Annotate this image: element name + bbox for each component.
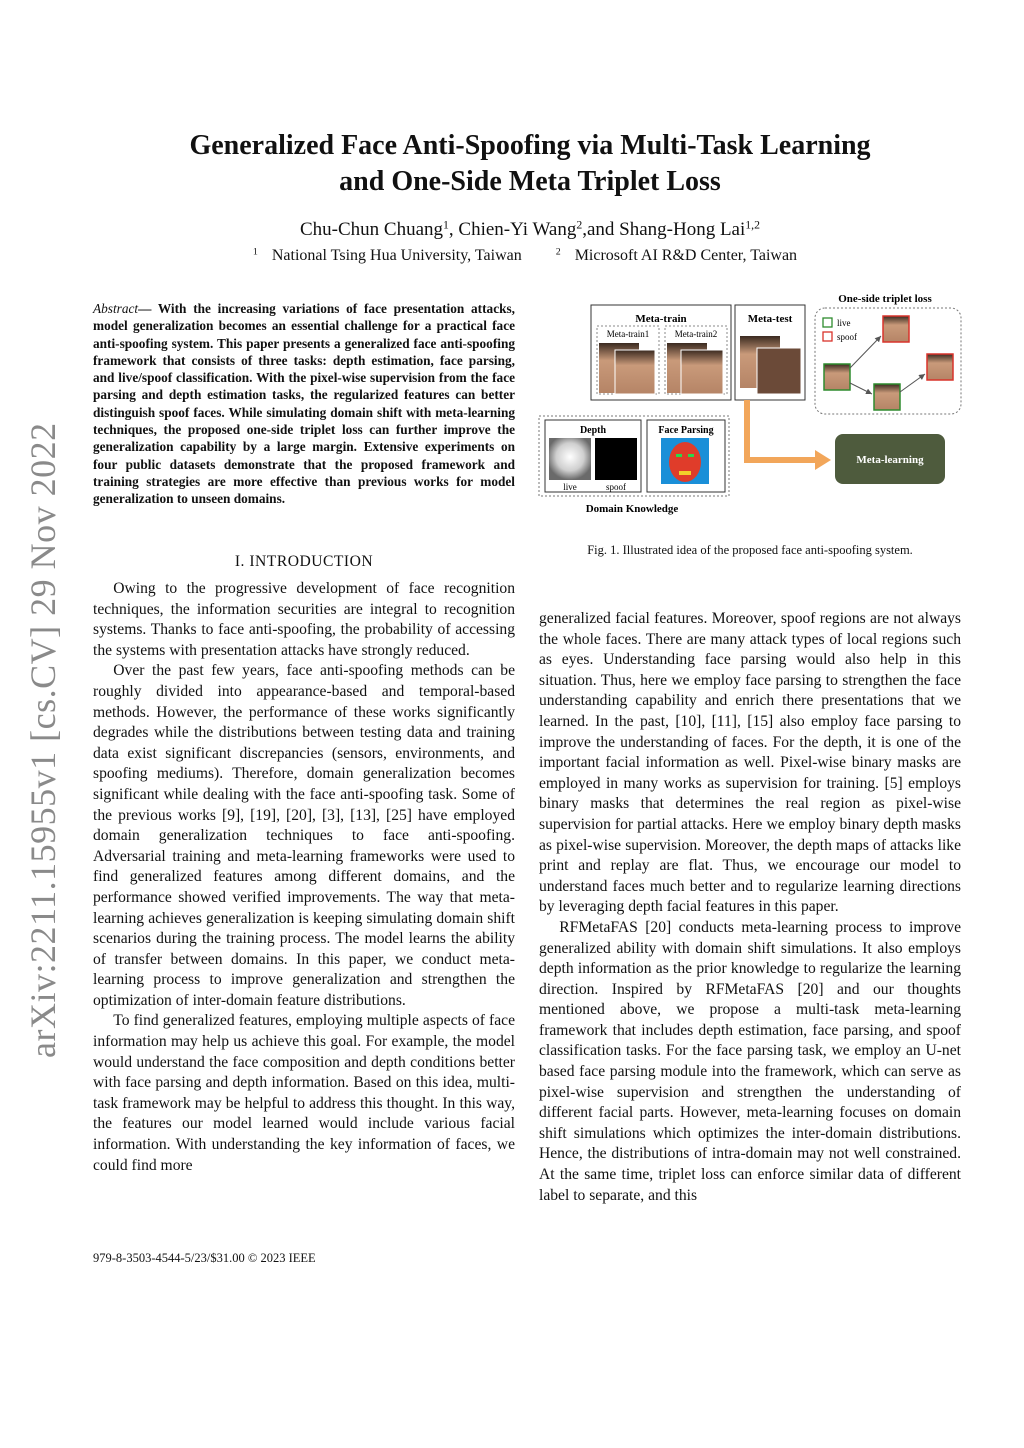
- legend-live-label: live: [837, 318, 851, 328]
- domain-knowledge-label: Domain Knowledge: [585, 503, 679, 515]
- right-column-body: [539, 609, 961, 1206]
- meta-train1-label: Meta-train1: [606, 329, 650, 339]
- depth-label: Depth: [579, 425, 607, 436]
- spoof-face: [927, 354, 953, 380]
- legend-spoof-swatch: [823, 332, 832, 341]
- depth-spoof-map: [595, 438, 637, 480]
- paragraph: To find generalized features, employing multiple aspects of face information may help us achieve this goal. For example, the model would understand the face composition and depth conditions better with face parsing and depth information. Based on this idea, multi-task framework may be helpful to address this thought. In this way, the features our model learned would include various facial information. With understanding the key information of faces, we could find more: [93, 1012, 515, 1174]
- figure-diagram: [535, 288, 965, 523]
- depth-live-label: live: [563, 482, 577, 492]
- abstract-text: With the increasing variations of face presentation attacks, model generalization becomes an essential challenge for a practical face anti-spoofing system. This paper presents a generalized face anti-spoofing framework that consists of three tasks: depth estimation, face parsing, and live/spoof classification. With the pixel-wise supervision from the face parsing and depth estimation tasks, the regularized features can better distinguish spoof faces. While simulating domain shift with meta-learning techniques, the proposed one-side triplet loss can further improve the generalization capability by a large margin. Extensive experiments on four public datasets demonstrate that the proposed framework and training strategies are more effective than previous works for model generalization to unseen domains.: [93, 301, 515, 507]
- meta-train2-label: Meta-train2: [674, 329, 718, 339]
- title-line-1: Generalized Face Anti-Spoofing via Multi-Task Learning: [189, 130, 871, 161]
- paragraph: RFMetaFAS [20] conducts meta-learning process to improve generalized ability with domain shift simulations. It also employs depth information as the prior knowledge to regularize the learning direction. Inspired by RFMetaFAS [20] and our thoughts mentioned above, we propose a multi-task meta-learning framework that includes depth estimation, face parsing, and spoof classification tasks. For the face parsing task, we employ an U-net based face parsing module into the framework, which can serve as pixel-wise supervision and strengthen the understanding of different facial parts. However, meta-learning focuses on domain shift simulations which optimizes the inter-domain distributions. Hence, the distributions of intra-domain may not well constrained. At the same time, triplet loss can enforce similar data of different label to separate, and this: [539, 918, 961, 1204]
- depth-spoof-label: spoof: [606, 482, 626, 492]
- left-column-body: [93, 579, 515, 1176]
- face-image: [757, 348, 801, 394]
- triplet-title: One-side triplet loss: [838, 293, 932, 305]
- copyright-footer: 979-8-3503-4544-5/23/$31.00 © 2023 IEEE: [93, 1251, 316, 1265]
- figure-1: [535, 288, 965, 523]
- abstract-dash: —: [138, 301, 158, 316]
- author-affil-mark: 1: [443, 218, 449, 232]
- author-affil-mark: 2: [576, 218, 583, 232]
- author-list: [100, 218, 960, 242]
- affil-name: National Tsing Hua University, Taiwan: [271, 247, 522, 264]
- meta-train-label: Meta-train: [635, 313, 687, 325]
- author-affil-mark: 1,2: [745, 218, 760, 232]
- meta-test-label: Meta-test: [747, 313, 793, 325]
- author-name: Shang-Hong Lai: [619, 219, 746, 240]
- orange-arrow: [747, 400, 817, 460]
- affil-mark: 1: [252, 246, 258, 258]
- live-face: [874, 384, 900, 410]
- face-image: [615, 350, 655, 394]
- meta-learning-label: Meta-learning: [856, 454, 924, 466]
- paragraph: Over the past few years, face anti-spoofing methods can be roughly divided into appearance-based and temporal-based methods. However, the performance of these works significantly degrades while the distributions between testing data and training data exist significant discrepancies (sensors, environments, and spoofing mediums). Therefore, domain generalization becomes significant while dealing with the face anti-spoofing task. Some of the previous works [9], [19], [20], [3], [13], [25] have employed domain generalization techniques to face anti-spoofing. Adversarial training and meta-learning frameworks were used to find generalized features among different domains, and the performance showed verified improvements. The way that meta-learning achieves generalization is keeping simulating domain shift scenarios during the training process. The model learns the ability of transfer between domains. In this paper, we conduct meta-learning process to improve generalization and strengthen the optimization of inter-domain feature distributions.: [93, 662, 515, 1009]
- affil-mark: 2: [555, 246, 561, 258]
- author-separator: ,and: [582, 219, 620, 240]
- paragraph: generalized facial features. Moreover, spoof regions are not always the whole faces. There are many attack types of local regions such as eyes. Understanding face parsing would also help in this situation. Thus, here we employ face parsing to strengthen the face understanding capability and enrich there presentations that we learned. In the past, [10], [11], [15] also employ face parsing to improve the understanding of faces. For the depth, it is one of the important facial information as well. Pixel-wise binary masks are employed in many works as supervision for training. [5] employs binary masks that determines the real region as pixel-wise supervision for partial attacks. Here we employ binary depth masks as pixel-wise supervision. Moreover, the depth maps of attacks like print and replay are flat. Thus, we encourage our model to understand faces much better and to regularize learning directions by leveraging depth facial features in this paper.: [539, 610, 961, 916]
- author-name: Chu-Chun Chuang: [299, 219, 444, 240]
- arxiv-stamp: arXiv:2211.15955v1 [cs.CV] 29 Nov 2022: [23, 422, 63, 1058]
- spoof-face: [883, 316, 909, 342]
- live-face: [824, 364, 850, 390]
- section-heading: I. INTRODUCTION: [234, 553, 374, 570]
- paragraph: Owing to the progressive development of face recognition techniques, the information securities are integral to recognition systems. Thanks to face anti-spoofing, the probability of accessing the systems with presentation attacks have strongly reduced.: [93, 580, 515, 659]
- depth-live-map: [549, 438, 591, 480]
- affiliation-2: [556, 247, 807, 264]
- face-parsing-label: Face Parsing: [658, 425, 714, 436]
- affil-name: Microsoft AI R&D Center, Taiwan: [574, 247, 798, 264]
- legend-spoof-label: spoof: [837, 332, 857, 342]
- abstract-label: Abstract: [93, 301, 139, 316]
- author-separator: ,: [448, 219, 459, 240]
- affiliation-1: [253, 247, 532, 264]
- paper-title: [100, 128, 960, 200]
- affiliation-list: [100, 245, 960, 267]
- title-line-2: and One-Side Meta Triplet Loss: [339, 166, 721, 197]
- author-name: Chien-Yi Wang: [458, 219, 577, 240]
- abstract: [93, 300, 515, 508]
- legend-live-swatch: [823, 318, 832, 327]
- face-image: [681, 350, 723, 394]
- figure-caption: Fig. 1. Illustrated idea of the proposed face anti-spoofing system.: [587, 543, 913, 557]
